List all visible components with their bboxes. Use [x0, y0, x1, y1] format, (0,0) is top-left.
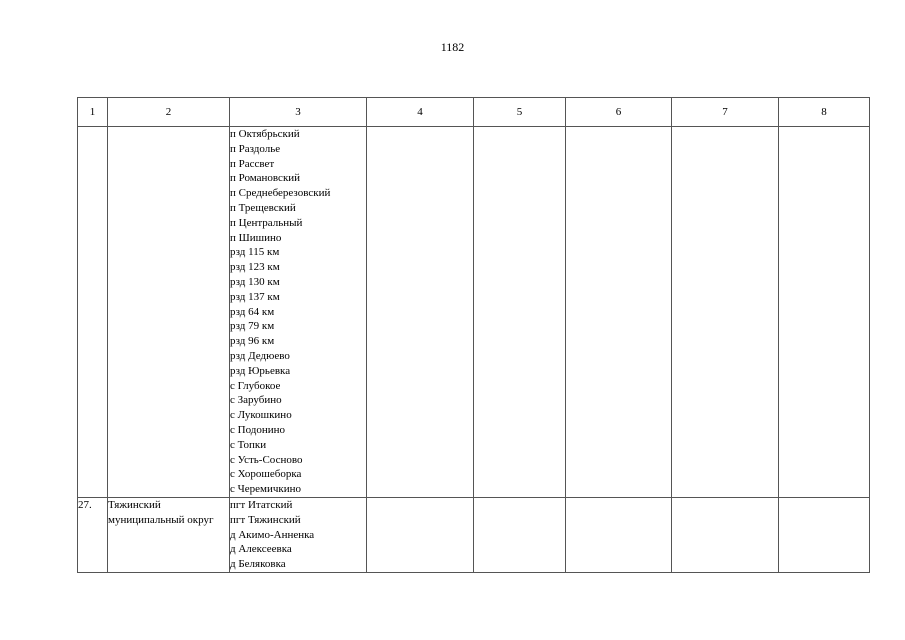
table-row	[78, 497, 870, 572]
empty-cell-col-7	[672, 497, 779, 572]
settlement-item: п Среднеберезовский	[230, 187, 331, 200]
table-row	[78, 127, 870, 498]
settlement-item: п Трещевский	[230, 201, 296, 214]
settlements-cell	[230, 127, 367, 498]
municipality-name-cell: Тяжинский муниципальный округ	[108, 497, 230, 572]
empty-cell-col-6	[566, 497, 672, 572]
column-header: 8	[779, 98, 870, 127]
settlement-item: пгт Тяжинский	[230, 513, 301, 526]
empty-cell-col-7	[672, 127, 779, 498]
empty-cell-col-8	[779, 127, 870, 498]
settlement-item: рзд 79 км	[230, 320, 275, 333]
settlements-table	[77, 97, 870, 573]
empty-cell-col-5	[474, 497, 566, 572]
settlement-item: рзд 64 км	[230, 305, 275, 318]
row-number-cell: 27.	[78, 497, 108, 572]
page-number: 1182	[440, 40, 465, 54]
settlement-item: с Глубокое	[230, 379, 281, 392]
settlement-item: рзд Юрьевка	[230, 364, 291, 377]
settlement-item: рзд 123 км	[230, 261, 280, 274]
empty-cell-col-8	[779, 497, 870, 572]
settlement-item: рзд 137 км	[230, 290, 280, 303]
settlement-item: п Шишино	[230, 231, 282, 244]
settlement-item: п Рассвет	[230, 157, 275, 170]
empty-cell-col-6	[566, 127, 672, 498]
settlement-item: с Топки	[230, 438, 267, 451]
municipality-name-cell	[108, 127, 230, 498]
column-header: 4	[367, 98, 474, 127]
settlement-item: п Романовский	[230, 172, 301, 185]
empty-cell-col-5	[474, 127, 566, 498]
settlement-item: с Хорошеборка	[230, 468, 302, 481]
column-header: 2	[108, 98, 230, 127]
column-header: 5	[474, 98, 566, 127]
empty-cell-col-4	[367, 497, 474, 572]
settlement-item: рзд 115 км	[230, 246, 280, 259]
row-number-cell	[78, 127, 108, 498]
settlement-item: рзд Дедюево	[230, 349, 290, 362]
settlement-item: п Центральный	[230, 216, 303, 229]
settlement-item: п Октябрьский	[230, 128, 300, 140]
column-header: 1	[78, 98, 108, 127]
settlement-item: с Подонино	[230, 423, 286, 436]
settlement-item: д Беляковка	[230, 558, 286, 571]
column-header: 3	[230, 98, 367, 127]
column-header: 6	[566, 98, 672, 127]
settlement-item: д Алексеевка	[230, 543, 292, 556]
header-row	[78, 98, 870, 127]
settlement-item: с Усть-Сосново	[230, 453, 303, 466]
settlement-item: рзд 96 км	[230, 335, 275, 348]
settlement-item: с Зарубино	[230, 394, 282, 407]
settlement-item: д Акимо-Анненка	[230, 528, 315, 541]
settlement-item: рзд 130 км	[230, 275, 280, 288]
empty-cell-col-4	[367, 127, 474, 498]
settlements-cell	[230, 497, 367, 572]
column-header: 7	[672, 98, 779, 127]
settlement-item: пгт Итатский	[230, 498, 293, 511]
settlement-item: с Лукошкино	[230, 409, 292, 422]
settlement-item: с Черемичкино	[230, 483, 302, 496]
settlement-item: п Раздолье	[230, 142, 281, 155]
